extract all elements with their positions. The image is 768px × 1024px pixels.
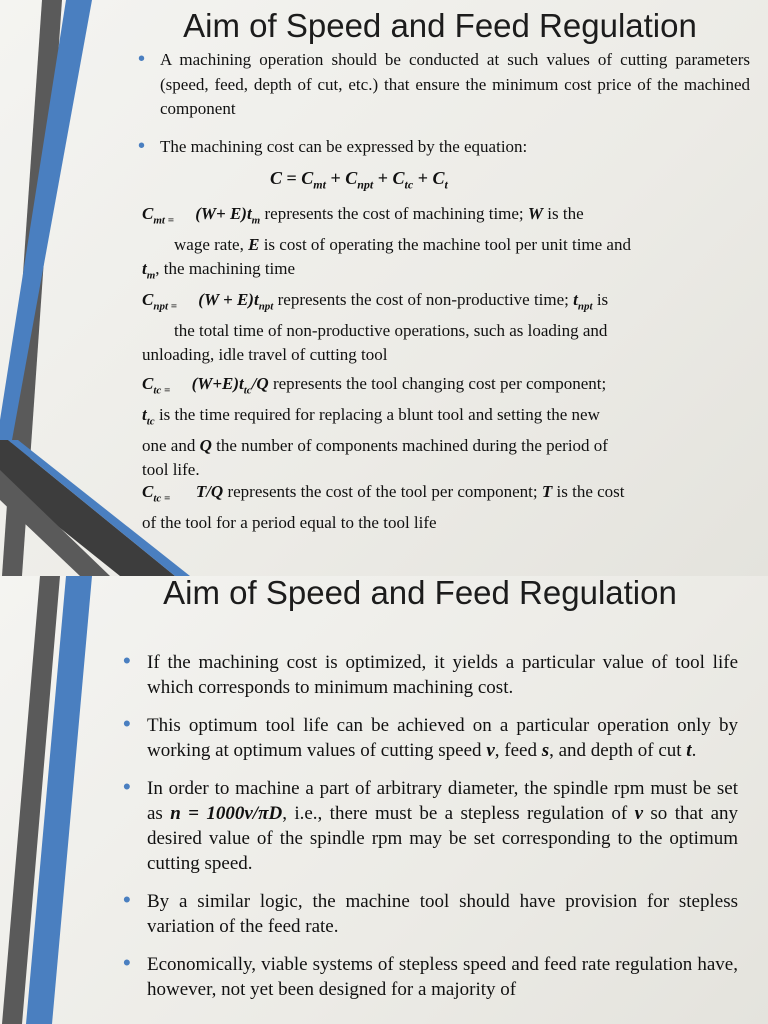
bullet-list <box>147 650 738 1015</box>
definition-ctc-tool: $C_{tc =}$ T/Q represents the cost of the tool per component; T is the cost of the tool for a period equal to the tool life <box>142 482 625 532</box>
bullet-item: • In order to machine a part of arbitrary diameter, the spindle rpm must be set as n = 1000v/πD, i.e., there must be a stepless regulation of v so that any desired value of the spindle rpm may be set corresponding to the optimum cutting speed. <box>147 776 738 876</box>
cost-equation: $C = C_{mt} + C_{npt} + C_{tc} + C_t$ <box>270 168 448 192</box>
slide-title: Aim of Speed and Feed Regulation <box>183 7 697 44</box>
slide-title: Aim of Speed and Feed Regulation <box>163 576 677 611</box>
decorative-stripes <box>0 576 140 1024</box>
bullet-item: • If the machining cost is optimized, it yields a particular value of tool life which corresponds to minimum machining cost. <box>147 650 738 700</box>
bullet-item: • By a similar logic, the machine tool should have provision for stepless variation of the feed rate. <box>147 889 738 939</box>
definition-ctc-changing: $C_{tc =}$ $(W+E)t_{tc}/Q$ represents the tool changing cost per component; $t_{tc}$ is the time required for replacing a blunt tool and setting the new one and Q the number of components machined during the period of tool life. <box>142 374 608 480</box>
definition-cmt: $C_{mt =}$ $(W+ E)t_m$ represents the cost of machining time; W is the wage rate, E is cost of operating the machine tool per unit time and $t_m$, the machining time <box>142 204 631 282</box>
bullet-item: • The machining cost can be expressed by the equation: <box>160 135 750 160</box>
definition-cnpt: $C_{npt =}$ $(W + E)t_{npt}$ represents the cost of non-productive time; $t_{npt}$ is the total time of non-productive operations, such as loading and unloading, idle travel of cutting tool <box>142 290 609 365</box>
bullet-item: • A machining operation should be conducted at such values of cutting parameters (speed, feed, depth of cut, etc.) that ensure the minimum cost price of the machined component <box>160 48 750 122</box>
bullet-item: • Economically, viable systems of stepless speed and feed rate regulation have, however, not yet been designed for a majority of <box>147 952 738 1002</box>
slide-2 <box>0 576 768 1024</box>
bullet-list <box>160 48 750 172</box>
bullet-item: • This optimum tool life can be achieved on a particular operation only by working at optimum values of cutting speed v, feed s, and depth of cut t. <box>147 713 738 763</box>
